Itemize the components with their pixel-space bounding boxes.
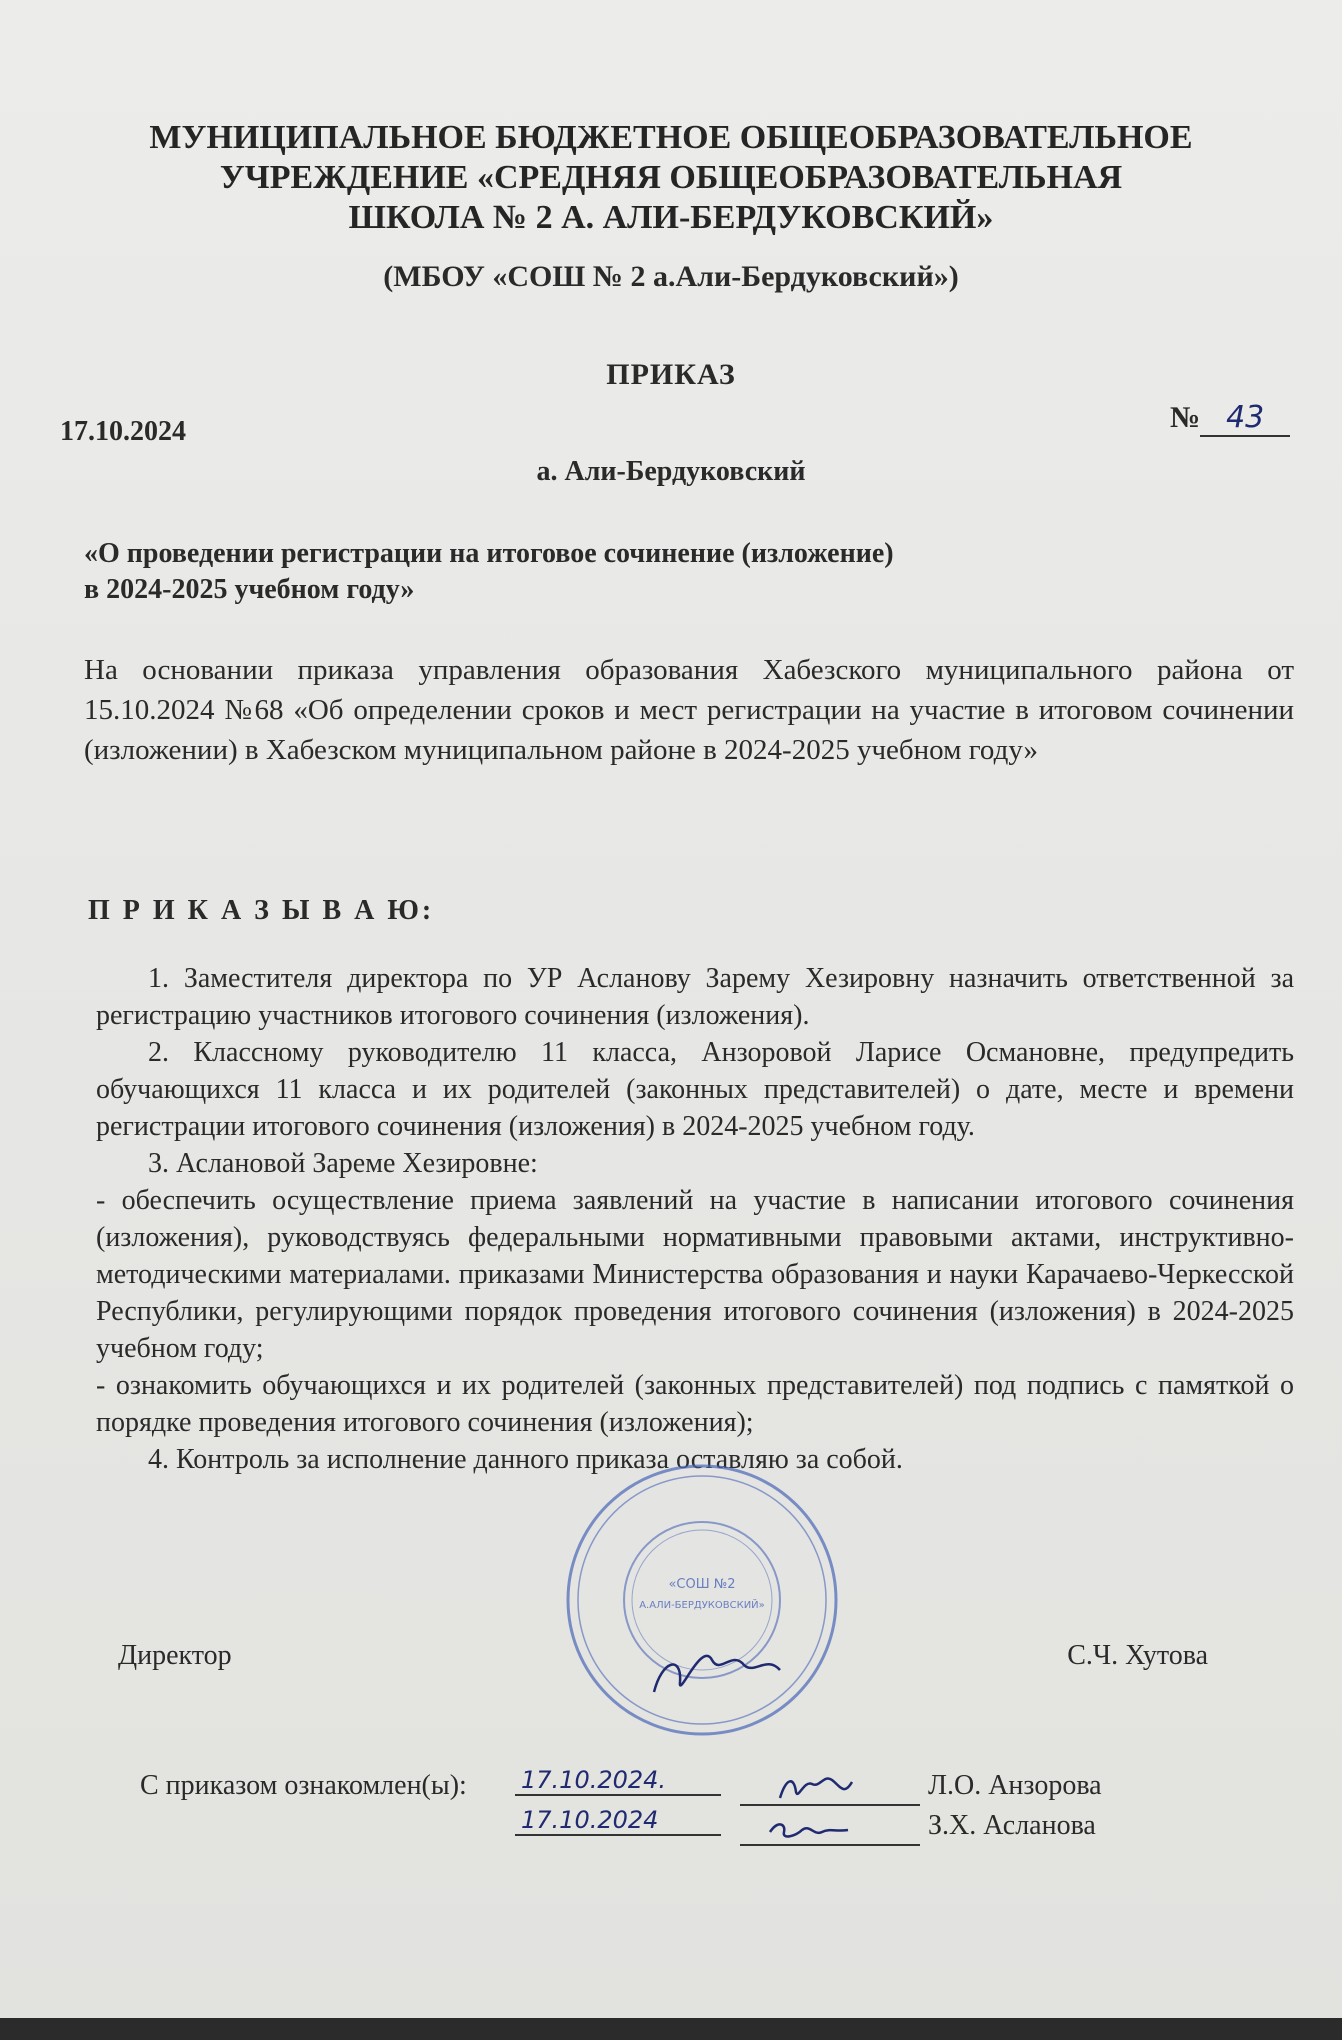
order-items (96, 960, 1294, 1478)
order-basis: На основании приказа управления образования Хабезского муниципального района от 15.10.2024 №68 «Об определении сроков и мест регистрации на участие в итоговом сочинении (изложении) в Хабезском муниципальном районе в 2024-2025 учебном году» (84, 654, 1294, 766)
order-place: а. Али-Бердуковский (536, 456, 806, 487)
document-header (0, 118, 1342, 238)
director-signature (654, 1656, 780, 1692)
order-item-3: 3. Аслановой Зареме Хезировне: (148, 1148, 538, 1179)
order-date: 17.10.2024 (60, 416, 186, 447)
signer-name: С.Ч. Хутова (1067, 1640, 1208, 1671)
order-item-4: 4. Контроль за исполнение данного приказа оставляю за собой. (148, 1444, 903, 1475)
subject-line-1: «О проведении регистрации на итоговое сочинение (изложение) (84, 538, 894, 569)
seal-center-line-1: «СОШ №2 (668, 1577, 736, 1592)
ack-signature-1 (740, 1770, 920, 1806)
ack-date-2: 17.10.2024 (515, 1806, 721, 1836)
order-title: ПРИКАЗ (606, 358, 736, 391)
order-item-3b: - ознакомить обучающихся и их родителей (законных представителей) под подпись с памяткой о порядке проведения итогового сочинения (изложения); (96, 1370, 1294, 1438)
ack-name-1: Л.О. Анзорова (928, 1770, 1102, 1801)
header-line-3: ШКОЛА № 2 А. АЛИ-БЕРДУКОВСКИЙ» (348, 199, 994, 236)
order-item-3a: - обеспечить осуществление приема заявлений на участие в написании итогового сочинения (изложения), руководствуясь федеральными нормативными правовыми актами, инструктивно-методическими материалами. приказами Министерства образования и науки Карачаево-Черкесской Республики, регулирующими порядок проведения итогового сочинения (изложения) в 2024-2025 учебном году; (96, 1185, 1294, 1364)
order-number (1170, 400, 1290, 437)
bottom-shadow-strip (0, 2018, 1342, 2040)
school-abbreviation: (МБОУ «СОШ № 2 а.Али-Бердуковский») (383, 260, 959, 293)
order-subject (84, 536, 1184, 608)
order-item-1: 1. Заместителя директора по УР Асланову Зарему Хезировну назначить ответственной за регистрацию участников итогового сочинения (изложения). (96, 963, 1294, 1031)
order-item-2: 2. Классному руководителю 11 класса, Анзоровой Ларисе Османовне, предупредить обучающихся 11 класса и их родителей (законных представителей) о дате, месте и времени регистрации итогового сочинения (изложения) в 2024-2025 учебном году. (96, 1037, 1294, 1142)
seal-center-line-2: А.АЛИ-БЕРДУКОВСКИЙ» (639, 1600, 765, 1611)
ack-date-1: 17.10.2024. (515, 1766, 721, 1796)
school-seal (562, 1460, 842, 1740)
order-number-label: № (1170, 401, 1201, 434)
order-number-value: 43 (1200, 400, 1290, 437)
ack-label: С приказом ознакомлен(ы): (140, 1770, 467, 1801)
ack-name-2: З.Х. Асланова (928, 1810, 1096, 1841)
ack-signature-2 (740, 1810, 920, 1846)
subject-line-2: в 2024-2025 учебном году» (84, 574, 415, 605)
header-line-1: МУНИЦИПАЛЬНОЕ БЮДЖЕТНОЕ ОБЩЕОБРАЗОВАТЕЛЬНОЕ (149, 119, 1193, 156)
decree-heading: П Р И К А З Ы В А Ю: (88, 895, 435, 926)
header-line-2: УЧРЕЖДЕНИЕ «СРЕДНЯЯ ОБЩЕОБРАЗОВАТЕЛЬНАЯ (219, 159, 1123, 196)
signer-role: Директор (118, 1640, 232, 1671)
